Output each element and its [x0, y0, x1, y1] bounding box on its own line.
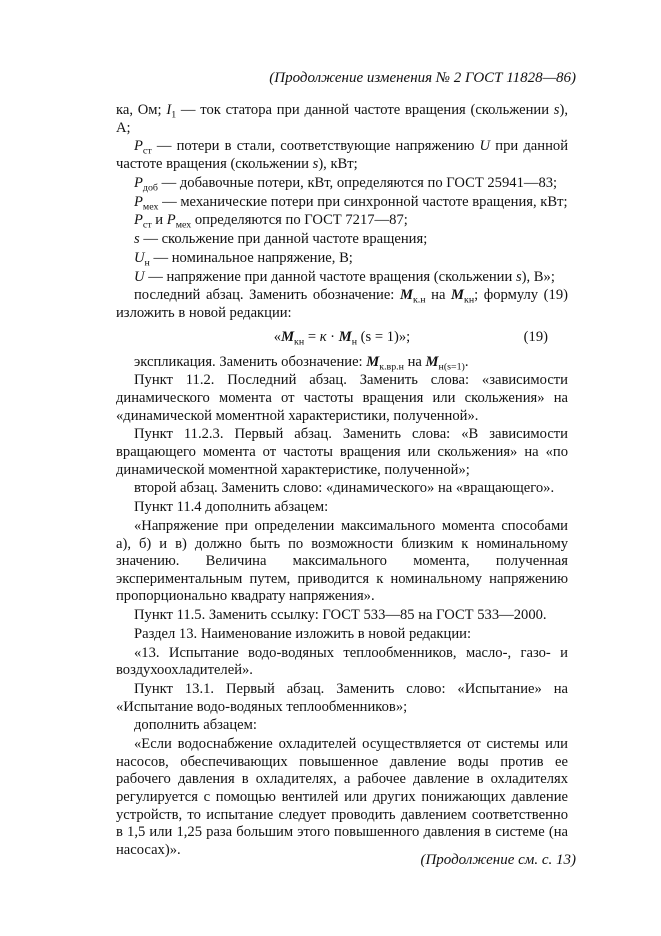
paragraph-water-supply: «Если водоснабжение охладителей осуществляется от системы или насосов, обеспечивающих повышенное давление воды против ее рабочего давления в охладителях, а рабочее давление в охладителях регулируется с помощью вентилей или других понижающих давление устройств, то испытание следует проводить давлением соответственно в 1,5 или 1,25 раза большим этого повышенного давления в системе (на насосах)».: [116, 736, 568, 858]
paragraph-11-2: Пункт 11.2. Последний абзац. Заменить слова: «зависимости динамического момента от частоты вращения или скольжения» на «динамической моментной характеристики, полученной».: [116, 372, 568, 424]
paragraph-11-4: Пункт 11.4 дополнить абзацем:: [134, 499, 329, 516]
paragraph-add: дополнить абзацем:: [134, 717, 257, 734]
paragraph-section-13: Раздел 13. Наименование изложить в новой редакции:: [134, 625, 472, 642]
paragraph-13-1: Пункт 13.1. Первый абзац. Заменить слово: «Испытание» на «Испытание водо-водяных теплообменников»;: [116, 681, 568, 715]
line-additional-losses: $P_{доб}$ — добавочные потери, кВт, определяются по ГОСТ 25941—83;: [134, 174, 558, 194]
line-loss-standard: $P_{ст}$ и $P_{мех}$ определяются по ГОСТ 7217—87;: [134, 212, 408, 231]
line-explication: экспликация. Заменить обозначение: $M_{к.вр.н}$ на $M_{н(s=1)}$.: [134, 353, 469, 373]
paragraph-11-2-3: Пункт 11.2.3. Первый абзац. Заменить слова: «В зависимости вращающего момента от частоты вращения или скольжения» на «по динамической моментной характеристике, полученной»;: [116, 426, 568, 478]
line-mechanical-losses: $P_{мех}$ — механические потери при синхронной частоте вращения, кВт;: [134, 193, 568, 212]
line-steel-losses: $P_{ст}$ — потери в стали, соответствующие напряжению U при данной частоте вращения (скольжении s), кВт;: [116, 138, 569, 172]
paragraph-second: второй абзац. Заменить слово: «динамического» на «вращающего».: [134, 480, 555, 497]
formula-19: «$M_{кн} = к \cdot M_н$ (s = 1)»; (19): [116, 326, 568, 348]
paragraph-section-13-title: «13. Испытание водо-водяных теплообменников, масло-, газо- и воздухоохладителей».: [116, 644, 568, 679]
running-header: (Продолжение изменения № 2 ГОСТ 11828—86): [269, 70, 576, 86]
line-resistance-current: ка, Ом; $I_1$ — ток статора при данной частоте вращения (скольжении s), А;: [116, 102, 568, 136]
line-last-paragraph: последний абзац. Заменить обозначение: $M_{к.н}$ на $M_{кн}$; формулу (19) изложить в новой редакции:: [116, 287, 568, 322]
paragraph-11-5: Пункт 11.5. Заменить ссылку: ГОСТ 533—85 на ГОСТ 533—2000.: [134, 607, 547, 624]
line-slip: s — скольжение при данной частоте вращения;: [134, 231, 428, 248]
paragraph-max-torque: «Напряжение при определении максимального момента способами а), б) и в) должно быть по возможности близким к номинальному значению. Величина максимального момента, полученная экспериментальным путем, приводится к номинальному напряжению пропорционально квадрату напряжения».: [116, 517, 568, 605]
line-voltage: U — напряжение при данной частоте вращения (скольжении s), В»;: [134, 268, 555, 285]
formula-number: (19): [523, 328, 548, 345]
running-footer: (Продолжение см. с. 13): [420, 852, 576, 868]
document-body: [116, 102, 568, 861]
line-rated-voltage: $U_н$ — номинальное напряжение, В;: [134, 249, 353, 269]
